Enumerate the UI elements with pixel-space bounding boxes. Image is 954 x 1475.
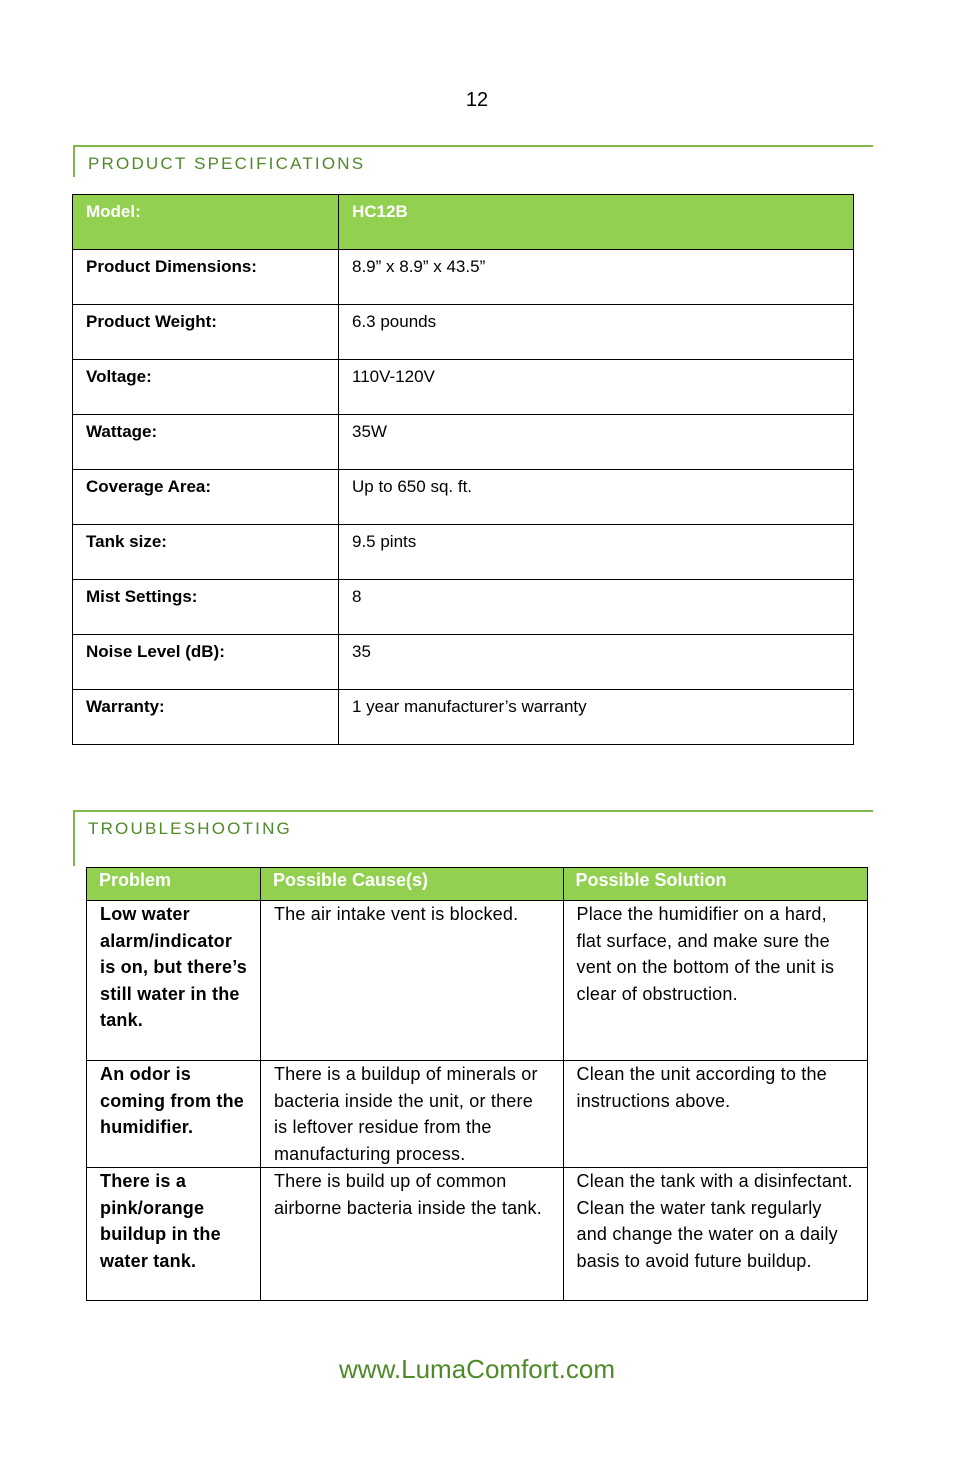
spec-label: Warranty:: [73, 690, 339, 745]
table-row: [73, 635, 854, 690]
table-row: [73, 250, 854, 305]
spec-value: 8.9” x 8.9” x 43.5”: [339, 250, 854, 305]
spec-label: Model:: [73, 195, 339, 250]
spec-value: 110V-120V: [339, 360, 854, 415]
spec-label: Product Weight:: [73, 305, 339, 360]
spec-value: 35W: [339, 415, 854, 470]
solution-cell: Clean the tank with a disinfectant. Clean the water tank regularly and change the water on a daily basis to avoid future buildup.: [563, 1168, 868, 1301]
table-row: [73, 195, 854, 250]
table-row: [73, 470, 854, 525]
problem-cell: There is a pink/orange buildup in the water tank.: [87, 1168, 261, 1301]
table-row: [73, 360, 854, 415]
troubleshooting-section-title: TROUBLESHOOTING: [88, 819, 292, 838]
troubleshooting-table: [86, 867, 868, 1301]
solution-cell: Clean the unit according to the instructions above.: [563, 1061, 868, 1168]
column-header-solution: Possible Solution: [563, 868, 868, 901]
specs-section-title: PRODUCT SPECIFICATIONS: [88, 154, 366, 173]
table-row: [73, 580, 854, 635]
table-row: [87, 901, 868, 1061]
spec-value: 6.3 pounds: [339, 305, 854, 360]
spec-value: HC12B: [339, 195, 854, 250]
problem-cell: An odor is coming from the humidifier.: [87, 1061, 261, 1168]
spec-label: Tank size:: [73, 525, 339, 580]
spec-value: 8: [339, 580, 854, 635]
table-row: [73, 305, 854, 360]
cause-cell: The air intake vent is blocked.: [260, 901, 563, 1061]
table-row: [87, 1061, 868, 1168]
table-row: [73, 525, 854, 580]
specs-section-heading: [73, 145, 873, 177]
column-header-problem: Problem: [87, 868, 261, 901]
footer-website: www.LumaComfort.com: [339, 1354, 615, 1384]
troubleshooting-section-heading: [73, 810, 873, 866]
specifications-table: [72, 194, 854, 745]
problem-cell: Low water alarm/indicator is on, but there’s still water in the tank.: [87, 901, 261, 1061]
table-header-row: [87, 868, 868, 901]
cause-cell: There is a buildup of minerals or bacteria inside the unit, or there is leftover residue from the manufacturing process.: [260, 1061, 563, 1168]
spec-label: Wattage:: [73, 415, 339, 470]
spec-label: Mist Settings:: [73, 580, 339, 635]
spec-label: Voltage:: [73, 360, 339, 415]
page-number: 12: [465, 89, 489, 111]
spec-value: 9.5 pints: [339, 525, 854, 580]
table-row: [73, 415, 854, 470]
table-row: [73, 690, 854, 745]
spec-value: Up to 650 sq. ft.: [339, 470, 854, 525]
table-row: [87, 1168, 868, 1301]
spec-label: Coverage Area:: [73, 470, 339, 525]
spec-value: 1 year manufacturer’s warranty: [339, 690, 854, 745]
spec-label: Product Dimensions:: [73, 250, 339, 305]
cause-cell: There is build up of common airborne bacteria inside the tank.: [260, 1168, 563, 1301]
solution-cell: Place the humidifier on a hard, flat surface, and make sure the vent on the bottom of the unit is clear of obstruction.: [563, 901, 868, 1061]
spec-value: 35: [339, 635, 854, 690]
column-header-cause: Possible Cause(s): [260, 868, 563, 901]
spec-label: Noise Level (dB):: [73, 635, 339, 690]
